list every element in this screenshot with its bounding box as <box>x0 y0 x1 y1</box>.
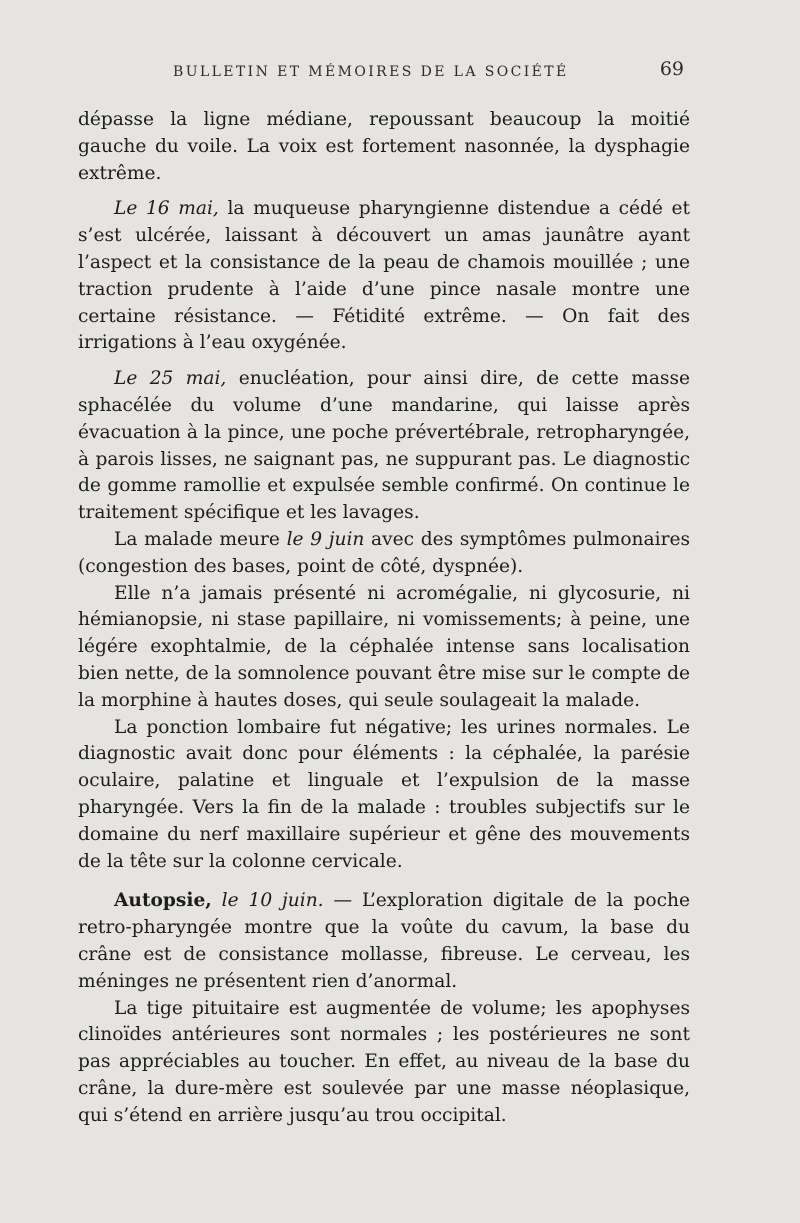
autopsie-heading: Autopsie, <box>114 890 212 912</box>
paragraph-25-mai: Le 25 mai, enucléation, pour ainsi dire, de cette masse sphacélée du volume d’une mandarine, qui laisse après évacuation à la pince, une poche prévertébrale, retropharyngée, à parois lisses, ne saignant pas, ne suppurant pas. Le diagnostic de gomme ramollie et expulsée semble confirmé. On continue le traitement spécifique et les lavages. <box>78 368 690 524</box>
page-header <box>78 58 690 86</box>
date-9-juin: le 9 juin <box>286 528 365 550</box>
paragraph-16-mai: Le 16 mai, la muqueuse pharyngienne distendue a cédé et s’est ulcérée, laissant à découvert un amas jaunâtre ayant l’aspect et la consistance de la peau de chamois mouillée ; une traction prudente à l’aide d’une pince nasale montre une certaine résistance. — Fétidité extrême. — On fait des irrigations à l’eau oxygénée. <box>78 198 690 354</box>
paragraph-symptoms: Elle n’a jamais présenté ni acromégalie, ni glycosurie, ni hémianopsie, ni stase papillaire, ni vomissements; à peine, une légére exophtalmie, de la céphalée intense sans localisation bien nette, de la somnolence pouvant être mise sur le compte de la morphine à hautes doses, qui seule soulageait la malade. <box>78 582 690 711</box>
paragraph-death: La malade meure le 9 juin avec des symptômes pulmonaires (congestion des bases, point de côté, dyspnée). <box>78 528 691 577</box>
paragraph-diagnosis: La ponction lombaire fut négative; les urines normales. Le diagnostic avait donc pour éléments : la céphalée, la parésie oculaire, palatine et linguale et l’expulsion de la masse pharyngée. Vers la fin de la malade : troubles subjectifs sur le domaine du nerf maxillaire supérieur et gêne des mouvements de la tête sur la colonne cervicale. <box>78 716 690 872</box>
page-number: 69 <box>659 58 684 80</box>
paragraph-pituitary: La tige pituitaire est augmentée de volume; les apophyses clinoïdes antérieures sont normales ; les postérieures ne sont pas appréciables au toucher. En effet, au niveau de la base du crâne, la dure-mère est soulevée par une masse néoplasique, qui s’étend en arrière jusqu’au trou occipital. <box>78 997 690 1126</box>
date-16-mai: Le 16 mai, <box>114 198 219 220</box>
running-title: BULLETIN ET MÉMOIRES DE LA SOCIÉTÉ <box>173 64 569 80</box>
date-10-juin: le 10 juin. <box>211 890 324 912</box>
paragraph-continuation: dépasse la ligne médiane, repoussant beaucoup la moitié gauche du voile. La voix est fortement nasonnée, la dysphagie extrême. <box>78 109 690 184</box>
body-text <box>78 107 690 1129</box>
paragraph-autopsie: Autopsie, le 10 juin. — L’exploration digitale de la poche retro-pharyngée montre que la voûte du cavum, la base du crâne est de consistance mollasse, fibreuse. Le cerveau, les méninges ne présentent rien d’anormal. <box>78 890 690 992</box>
date-25-mai: Le 25 mai, <box>114 368 227 390</box>
